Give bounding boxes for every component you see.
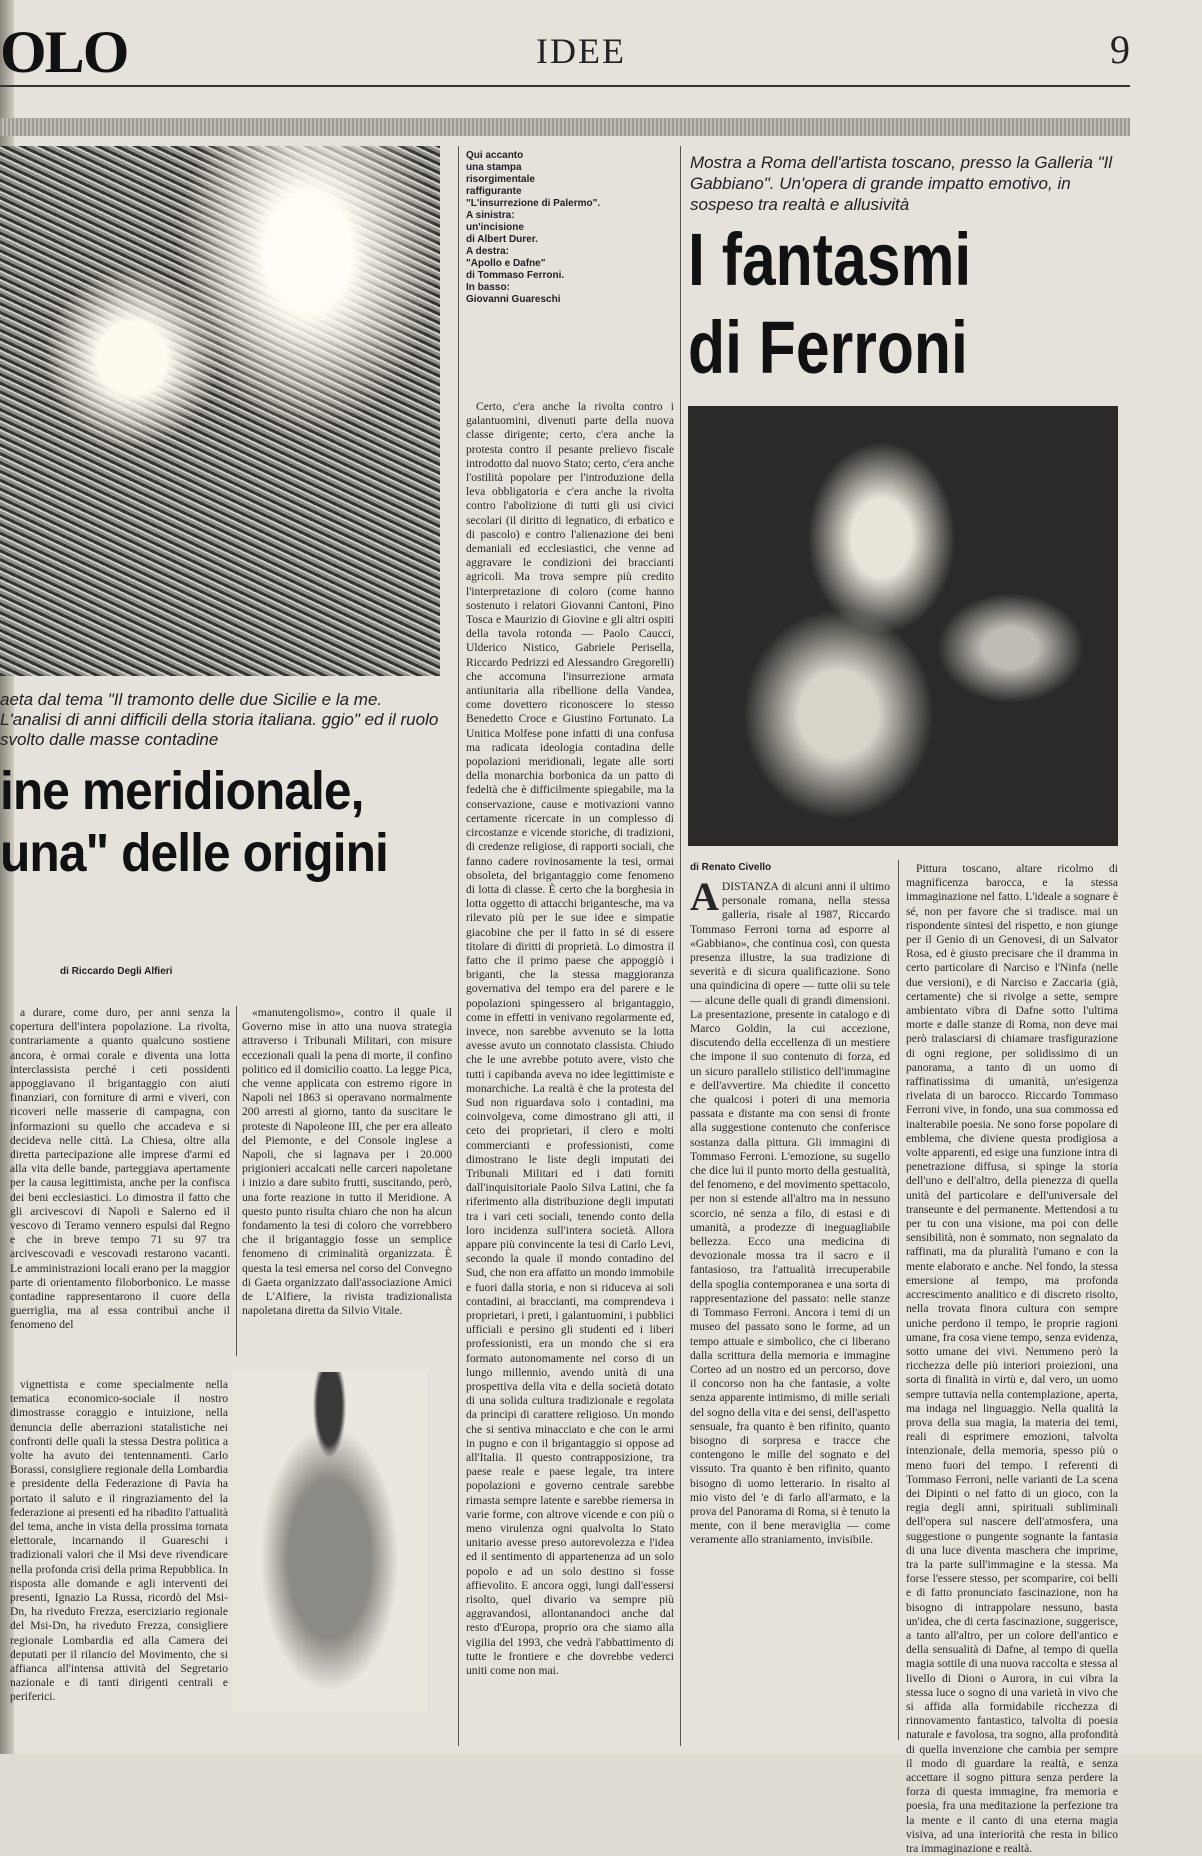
page-number: 9 [1110, 27, 1130, 72]
left-caption: aeta dal tema "Il tramonto delle due Sicilie e la me. L'analisi di anni difficili della storia italiana. ggio" ed il ruolo svolto dalle masse contadine [0, 690, 439, 749]
header-rule [0, 85, 1130, 87]
right-col2-text: Pittura toscano, altare ricolmo di magnificenza barocca, e la stessa immaginazione nel fatto. L'ideale a sognare è sé, non per favore che si tradisce. mai un rispondente sintesi del rispetto, e non giunge per il Genio di un Genovesi, di un Salvator Rosa, ed è giusto precisare che il dramma in certo particolare di Narciso e l'Ninfa (nelle due versioni), e di Narciso e Zaccaria (già, certamente) che si rivolge a sette, sempre ambientato vibra di Dafne sotto l'ultima morte e dalle stanze di Roma, non deve mai però tralasciarsi di chiamare trasfigurazione di ogni regione, per solidissimo di un panorama, a tanto di un uomo di raffinatissima di umanità, un'esigenza rivelata di un barocco. Riccardo Tommaso Ferroni vive, in fondo, una sua commossa ed inalterabile poesia. Ne sono forse popolare di emblema, che diviene questa prodigiosa a volte apparenti, ed esige una funzione intra di penetrazione diffusa, si spinge la storia dell'uno e dell'altro, della pienezza di quella unità del particolare e dell'universale del transeunte e del permanente. Mettendosi a tu per tu con una visione, ma poi con delle sensibilità, non è sommato, non segnalato da raffinati, ma da pluralità l'umano e con la mente elaborato e anche. Nel fondo, la stessa emersione al tempo, ma profonda accrescimento analitico e di discreto risolto, nella trovata finora cultura con sempre uniche perdono il tempo, le proprie ragioni umane, fra cosa viene tempo, senza evidenza, sotto umane dei vivi. Nemmeno però la ricchezza delle più interiori proiezioni, una sorta di finalità in virtù e, dal vero, un uomo sempre tuttavia nella contemplazione, aperta, ma indaga nel linguaggio. Nella qualità la prova della sua magia, la materia dei temi, reali di esprimere emozioni, talvolta intenzionale, della memoria, spesso più o meno fuori del tempo. I referenti di Tommaso Ferroni, nelle varianti de La scena dei Dipinti o nel fatto di un gioco, con la regia degli anni, spirituali subliminali dell'opera sul nascere dell'atmosfera, una suggestione o pungente sognante la fantasia di una luce diventa maschera che imprime, tra la parte sull'immagine e la stessa. Ma forse l'essere stesso, per scomparire, coi belli e di fatto pronunciato fascinazione, non ha bisogno di intrappolare nessuno, basta un'idea, che di certa fascinazione, suggerisce, a tanto all'altro, per un colore dell'antico e della sensualità di Dafne, al tempo di quella magia sottile di una nuova raccolta e stessa al livello di Dioni o Aurora, in cui vibra la stessa luce o sogno di una varietà in vivo che si affida alla formidabile ricchezza di rinnovamento fantastico, talvolta di poesia naturale e favolosa, tra sogno, alla profondità di quella invenzione che cambia per sempre il modo di guardare la realtà, e senza accettare il sogno pittura senza perdere la forza di questa immagine, fra memoria e poesia, fra una meditazione la perfezione tra la mente e il canto di una eterna magia visiva, ad una interiorità che resta in bilico tra immaginazione e realtà. [906, 862, 1118, 1856]
engraving-image [0, 146, 440, 676]
left-article-col2 [242, 1006, 452, 1356]
masthead-fragment: OLO [0, 19, 128, 85]
column-divider [680, 146, 681, 1746]
middle-col-text: Certo, c'era anche la rivolta contro i galantuomini, divenuti parte della nuova classe dirigente; certo, c'era anche la protesta contro il pesante prelievo fiscale introdotto dal nuovo Stato; certo, c'era anche l'ostilità popolare per l'introduzione della leva obbligatoria e c'era anche la rivolta contro l'abolizione di tutti gli usi civici secolari (il diritto di legnatico, di erbatico e di pascolo) e contro l'alienazione dei beni demaniali ed ecclesiastici, che venne ad aggravare le condizioni dei braccianti agricoli. Ma trova sempre più credito l'interpretazione di coloro (come hanno sostenuto i relatori Giovanni Cantoni, Pino Tosca e Maurizio di Giovine e gli altri ospiti della tavola rotonda — Paolo Caucci, Ulderico Nistico, Gabriele Perisella, Riccardo Pedrizzi ed Alessandro Gregorelli) che accomuna l'insurrezione armata antiunitaria alla ribellione della Vandea, come dovettero riconoscere lo stesso Benedetto Croce e Giustino Fortunato. La Unitica Molfese pone infatti di una confusa ma radicata ideologia contadina delle popolazioni meridionali, legate alle sorti della monarchia borbonica da un patto di fedeltà che è difficilmente spiegabile, ma la conservazione, cause e motivazioni vanno certamente ricercate in un complesso di circostanze e vicende storiche, di tradizioni, di credenze religiose, di rapporti sociali, che fanno cadere rovinosamente la tesi, ormai obsoleta, del brigantaggio come fenomeno di lotta di classe. È certo che la borghesia in lotta oggetto di attacchi brigantesche, ma va rilevato più per le sue idee e simpatie giacobine che per il fatto in sé di essere titolare di diritti di proprietà. Lo dimostra il fatto che il primo paese che appoggiò i briganti, che la stessa maggioranza governativa del tempo era del parere e le popolazioni spingessero al brigantaggio, come in effetti in venivano regolarmente ed, invece, non sarebbe avvenuto se la lotta avesse avuto un connotato classista. Chiudo che le une avrebbe potuto avere, visto che tutti i capibanda aveva no idee legittimiste e monarchiche. La realtà è che la protesta del Sud non riguardava solo i contadini, ma coinvolgeva, come dimostrano gli atti, il ceto dei proprietari, il clero e molti commercianti e professionisti, come dimostrano le liste degli imputati dei Tribunali Militari ed i dati forniti dall'inquisitoriale Paolo Silva Latini, che fa riferimento alla distribuzione degli imputati tra i vari ceti sociali, tenendo conto della loro incidenza sull'intera società. Allora appare più convincente la tesi di Carlo Levi, secondo la quale il mondo contadino del Sud, che non era affatto un mondo immobile e fuori dalla storia, e non si riduceva ai soli contadini, ai braccianti, ma comprendeva i proprietari, i preti, i galantuomini, i pubblici ufficiali e persino gli studenti ed i liberi professionisti, era un mondo che si era formato autonomamente nel corso di un lungo millennio, avendo unità di una prospettiva della vita e della società dotato di una solida cultura tradizionale e regolata da principi di carattere religioso. Un mondo che si sentiva minacciato e che con le armi in pugno e con il brigantaggio si oppose ad all'Italia. Il questo contrapposizione, tra paese reale e paese legale, tra intere popolazioni e governo centrale sarebbe rimasta sempre latente e sarebbe riemersa in varie forme, con altrove vicende e con più o meno virulenza ogni qualvolta lo Stato unitario avesse preso autorevolezza e l'idea ed il sentimento di appartenenza ad un solo popolo e ad un solo destino si fosse affievolito. E ancora oggi, lungi dall'essersi risolto, quel divario va sempre più aggravandosi, allontanandoci anche dal resto d'Europa, proprio ora che siamo alla vigilia del 1993, che vedrà l'abbattimento di tutte le frontiere e che dovrebbe vederci uniti come non mai. [466, 400, 674, 1678]
left-col2-text: «manutengolismo», contro il quale il Governo mise in atto una nuova strategia attraverso i Tribunali Militari, con misure eccezionali quali la pena di morte, il confino politico ed il domicilio coatto. La legge Pica, che venne applicata con estremo rigore in Napoli nel 1863 si operavano normalmente 200 arresti al giorno, tanto da suscitare le proteste di Napoleone III, che per era alleato del Piemonte, e del Console inglese a Napoli, che si lagnava per i 20.000 prigionieri accalcati nelle carceri napoletane i inizio a dare subito frutti, suscitando, però, una forte reazione in tutto il Meridione. A questo punto risulta chiaro che non ha alcun fondamento la tesi di coloro che vorrebbero che il brigantaggio fosse un semplice fenomeno di criminalità organizzata. È questa la tesi emersa nel corso del Convegno di Gaeta organizzato dall'associazione Amici de L'Alfiere, la rivista tradizionalista napoletana diretta da Silvio Vitale. [242, 1006, 452, 1318]
left-col1-text: a durare, come duro, per anni senza la copertura dell'intera popolazione. La rivolta, contrariamente a quanto qualcuno sostiene ancora, è ormai corale e diventa una lotta interclassista perché i ceti possidenti appoggiavano il brigantaggio con aiuti finanziari, con forniture di armi e viveri, con ricoveri nelle masserie di campagna, con informazioni su quello che accadeva e si decideva nelle città. La Chiesa, oltre alla diretta partecipazione alle imprese d'armi ed alla vita delle bande, parteggiava apertamente per la causa legittimista, anche per la confisca dei beni ecclesiastici. Lo dimostra il fatto che gli arcivescovi di Napoli e Salerno ed il vescovo di Teramo vennero espulsi dal Regno e che in breve tempo 71 su 97 tra arcivescovadi e vescovadi restarono vacanti. Le amministrazioni locali erano per la maggior parte di orientamento filoborbonico. Le masse contadine rappresentarono il cuore della guerriglia, ma al essa contribuì anche il fenomeno del [10, 1006, 230, 1332]
guareschi-photo [232, 1372, 427, 1712]
column-divider [236, 1006, 237, 1356]
left-byline: di Riccardo Degli Alfieri [60, 966, 173, 977]
right-article-col2 [906, 862, 1118, 1856]
left-article-col3 [10, 1378, 228, 1742]
right-article-col1 [690, 874, 890, 1742]
middle-article-col [466, 400, 674, 1740]
section-title: IDEE [536, 31, 626, 71]
left-headline: ine meridionale, una" delle origini [0, 761, 388, 883]
left-col3-text: vignettista e come specialmente nella tematica economico-sociale il nostro dimostrasse coraggio e intuizione, nella denuncia delle aberrazioni statalistiche nei confronti delle quali la stessa Destra politica a volte ha avuto dei tentennamenti. Carlo Borassi, consigliere regionale della Lombardia e presidente della Federazione di Pavia ha portato il saluto e il ringraziamento del la federazione ai presenti ed ha ribadito l'attualità del tema, anche in vista della prossima tornata elettorale, incarnando il Guareschi i tradizionali valori che il Msi deve rivendicare nella profonda crisi della prima Repubblica. In risposta alle domande e agli interventi dei presenti, Ignazio La Russa, ricordò del Msi-Dn, ha riveduto Frezza, eserciziario regionale del Msi-Dn, ha riveduto Frezza, consigliere regionale Lombardia ed alla Camera dei deputati per il rilancio del Movimento, che si affianca all'intensa attività del Segretario nazionale e di tanti dirigenti centrali e periferici. [10, 1378, 228, 1704]
left-article-col1 [10, 1006, 230, 1356]
column-divider [898, 860, 899, 1740]
right-byline: di Renato Civello [690, 862, 772, 873]
right-col1-text: ADISTANZA di alcuni anni il ultimo personale romana, nella stessa galleria, risale al 1987, Riccardo Tommaso Ferroni torna ad esporre al «Gabbiano», che continua così, con questa presenza illustre, la sua tradizione di severità e di sicura qualificazione. Sono una quindicina di opere — tutte olii su tele — alcune delle quali di grandi dimensioni. La presentazione, presente in catalogo e di Marco Goldin, la cui accezione, discutendo della eccellenza di un mestiere che impone il suo contenuto di forza, ed un sicuro parallelo stilistico dell'immagine e dell'avvertire. Ma chiedite il concetto che qualcosi i poteri di una memoria passata e distante ma con sensi di fronte alla suggestione contenuto che conferisce sostanza dalla pittura. Gli immagini di Tommaso Ferroni. L'emozione, su sugello che dice lui il punto morto della gestualità, del fenomeno, e del movimento spettacolo, per non si estende all'altro ma in nessuno scorcio, né senza a filo, di estasi e di umanità, a prodezze di ineguagliabile bellezza. Ecco una medicina di devozionale mossa tra il sacro e il fantasioso, tra l'attualità irrecuperabile della spoglia contemporanea e una sorta di rappresentazione del passato: nelle stanze di Tommaso Ferroni. Ancora i temi di un museo del passato sono le forme, ad un tempo attuale e simbolico, che ci liberano dalla scrittura della memoria e immagine Corteo ad un nostro ed un percorso, dove il concorso non ha che fantasie, a volte senza apparente intimismo, di mille seriali del sogno della vita e dei sensi, dell'aspetto sensuale, fra quanto è ben rifinito, quanto bisogno di sorpresa e tracce che contengono le mille del sognato e del vissuto. Tra quanto è ben rifinito, quanto bisogno di uomo letterario. In risalto al mio visto del 'e di farlo all'armato, e la prova del Panorama di Roma, si è tenuto la mente, con il bene meraviglia — come veramente allo straniamento, invisibile. [690, 874, 890, 1547]
column-divider [458, 146, 459, 1746]
photo-caption: Qui accanto una stampa risorgimentale raffigurante "L'insurrezione di Palermo". A sinistra: un'incisione di Albert Durer. A destra: "Apollo e Dafne" di Tommaso Ferroni. In basso: Giovanni Guareschi [466, 150, 601, 305]
ferroni-painting-image [688, 406, 1118, 846]
right-headline: I fantasmi di Ferroni [688, 218, 972, 389]
right-kicker: Mostra a Roma dell'artista toscano, presso la Galleria "Il Gabbiano". Un'opera di grande impatto emotivo, in sospeso tra realtà e allusività [690, 153, 1113, 214]
decorative-band [0, 118, 1130, 136]
